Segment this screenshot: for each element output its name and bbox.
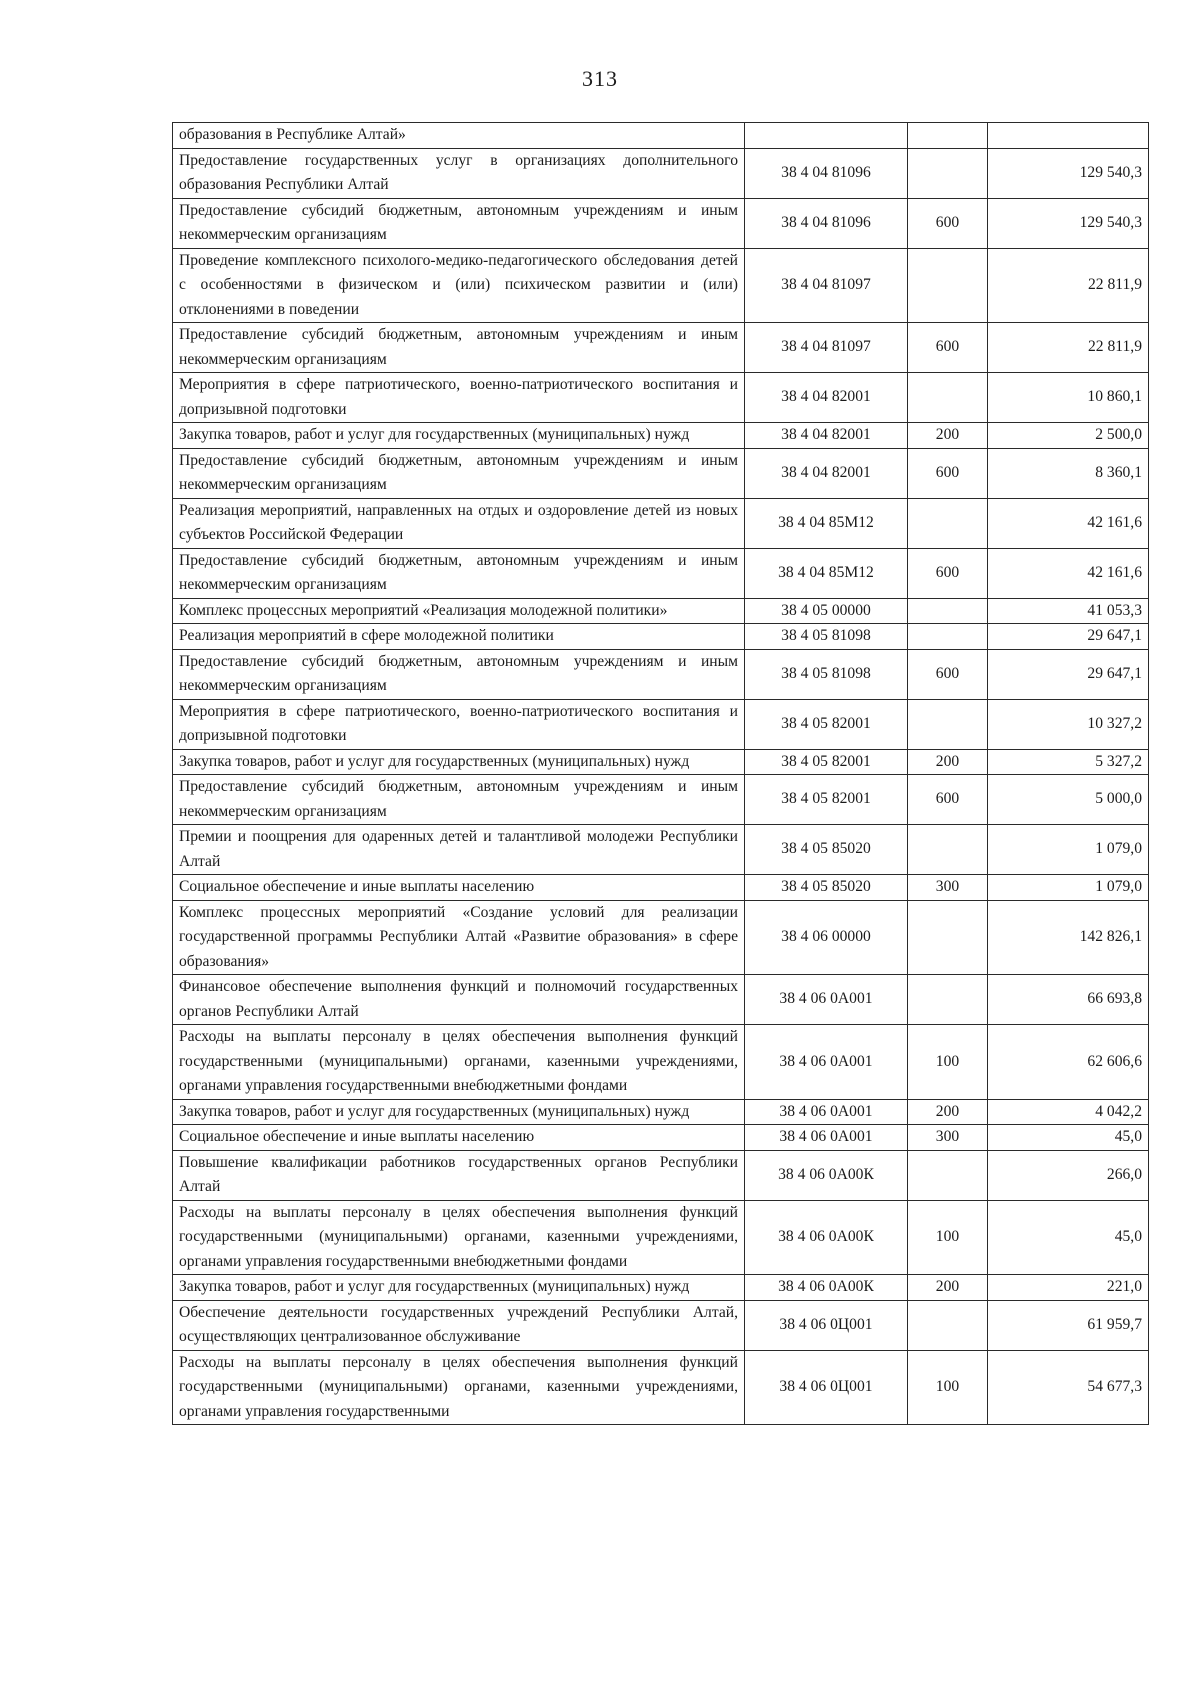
target-code-cell: 38 4 05 00000: [745, 598, 908, 624]
expense-type-cell: [908, 123, 988, 149]
expense-type-cell: 200: [908, 423, 988, 449]
table-row: [173, 875, 1149, 901]
expense-type-cell: 200: [908, 749, 988, 775]
table-row: [173, 775, 1149, 825]
table-row: [173, 1125, 1149, 1151]
amount-cell: [988, 123, 1149, 149]
expense-type-cell: 200: [908, 1099, 988, 1125]
expense-type-cell: [908, 825, 988, 875]
expense-type-cell: 200: [908, 1275, 988, 1301]
expense-name-cell: Закупка товаров, работ и услуг для государственных (муниципальных) нужд: [173, 423, 745, 449]
amount-cell: 266,0: [988, 1150, 1149, 1200]
target-code-cell: 38 4 04 81097: [745, 248, 908, 323]
target-code-cell: 38 4 05 81098: [745, 624, 908, 650]
table-row: [173, 749, 1149, 775]
amount-cell: 41 053,3: [988, 598, 1149, 624]
expense-type-cell: [908, 1150, 988, 1200]
expense-type-cell: [908, 699, 988, 749]
target-code-cell: 38 4 04 81096: [745, 148, 908, 198]
expense-type-cell: 600: [908, 548, 988, 598]
table-row: [173, 148, 1149, 198]
amount-cell: 5 327,2: [988, 749, 1149, 775]
expense-name-cell: Обеспечение деятельности государственных учреждений Республики Алтай, осуществляющих централизованное обслуживание: [173, 1300, 745, 1350]
target-code-cell: 38 4 06 0А00К: [745, 1200, 908, 1275]
target-code-cell: 38 4 06 0Ц001: [745, 1350, 908, 1425]
table-row: [173, 448, 1149, 498]
amount-cell: 8 360,1: [988, 448, 1149, 498]
table-row: [173, 598, 1149, 624]
target-code-cell: 38 4 05 85020: [745, 825, 908, 875]
amount-cell: 54 677,3: [988, 1350, 1149, 1425]
target-code-cell: 38 4 06 0Ц001: [745, 1300, 908, 1350]
table-row: [173, 1025, 1149, 1100]
target-code-cell: 38 4 06 0А00К: [745, 1150, 908, 1200]
target-code-cell: 38 4 06 0А001: [745, 1025, 908, 1100]
amount-cell: 129 540,3: [988, 148, 1149, 198]
target-code-cell: 38 4 05 82001: [745, 699, 908, 749]
table-row: [173, 548, 1149, 598]
amount-cell: 221,0: [988, 1275, 1149, 1301]
expense-name-cell: образования в Республике Алтай»: [173, 123, 745, 149]
expense-name-cell: Реализация мероприятий, направленных на отдых и оздоровление детей из новых субъектов Российской Федерации: [173, 498, 745, 548]
table-row: [173, 699, 1149, 749]
expense-type-cell: 600: [908, 775, 988, 825]
amount-cell: 45,0: [988, 1125, 1149, 1151]
table-row: [173, 1300, 1149, 1350]
expense-type-cell: 100: [908, 1350, 988, 1425]
table-row: [173, 900, 1149, 975]
amount-cell: 42 161,6: [988, 498, 1149, 548]
table-row: [173, 373, 1149, 423]
expense-name-cell: Предоставление субсидий бюджетным, автономным учреждениям и иным некоммерческим организациям: [173, 448, 745, 498]
amount-cell: 1 079,0: [988, 875, 1149, 901]
target-code-cell: 38 4 04 85М12: [745, 498, 908, 548]
expense-name-cell: Реализация мероприятий в сфере молодежной политики: [173, 624, 745, 650]
target-code-cell: 38 4 04 81097: [745, 323, 908, 373]
expense-name-cell: Социальное обеспечение и иные выплаты населению: [173, 875, 745, 901]
amount-cell: 4 042,2: [988, 1099, 1149, 1125]
expense-name-cell: Финансовое обеспечение выполнения функций и полномочий государственных органов Республики Алтай: [173, 975, 745, 1025]
expense-type-cell: 300: [908, 875, 988, 901]
expense-type-cell: 600: [908, 323, 988, 373]
amount-cell: 10 327,2: [988, 699, 1149, 749]
amount-cell: 29 647,1: [988, 624, 1149, 650]
amount-cell: 62 606,6: [988, 1025, 1149, 1100]
amount-cell: 1 079,0: [988, 825, 1149, 875]
target-code-cell: 38 4 04 82001: [745, 423, 908, 449]
target-code-cell: 38 4 06 00000: [745, 900, 908, 975]
expense-name-cell: Предоставление субсидий бюджетным, автономным учреждениям и иным некоммерческим организациям: [173, 323, 745, 373]
page-number: 313: [582, 66, 618, 91]
expense-name-cell: Расходы на выплаты персоналу в целях обеспечения выполнения функций государственными (муниципальными) органами, казенными учреждениями, органами управления государственными внебюджетными фондами: [173, 1200, 745, 1275]
expense-type-cell: 100: [908, 1025, 988, 1100]
expense-type-cell: 300: [908, 1125, 988, 1151]
target-code-cell: 38 4 04 81096: [745, 198, 908, 248]
expense-type-cell: 600: [908, 649, 988, 699]
expense-type-cell: [908, 624, 988, 650]
expense-type-cell: 600: [908, 198, 988, 248]
table-row: [173, 1275, 1149, 1301]
table-row: [173, 1200, 1149, 1275]
table-row: [173, 323, 1149, 373]
expense-name-cell: Закупка товаров, работ и услуг для государственных (муниципальных) нужд: [173, 1275, 745, 1301]
expense-type-cell: [908, 975, 988, 1025]
target-code-cell: 38 4 06 0А00К: [745, 1275, 908, 1301]
expense-name-cell: Расходы на выплаты персоналу в целях обеспечения выполнения функций государственными (муниципальными) органами, казенными учреждениями, органами управления государственными внебюджетными фондами: [173, 1025, 745, 1100]
target-code-cell: [745, 123, 908, 149]
expense-type-cell: [908, 248, 988, 323]
expense-name-cell: Предоставление субсидий бюджетным, автономным учреждениям и иным некоммерческим организациям: [173, 649, 745, 699]
amount-cell: 2 500,0: [988, 423, 1149, 449]
expense-name-cell: Закупка товаров, работ и услуг для государственных (муниципальных) нужд: [173, 749, 745, 775]
table-row: [173, 198, 1149, 248]
expense-name-cell: Расходы на выплаты персоналу в целях обеспечения выполнения функций государственными (муниципальными) органами, казенными учреждениями, органами управления государственными: [173, 1350, 745, 1425]
target-code-cell: 38 4 04 85М12: [745, 548, 908, 598]
table-row: [173, 825, 1149, 875]
table-row: [173, 975, 1149, 1025]
budget-table: [172, 122, 1149, 1425]
target-code-cell: 38 4 05 81098: [745, 649, 908, 699]
expense-name-cell: Комплекс процессных мероприятий «Создание условий для реализации государственной программы Республики Алтай «Развитие образования» в сфере образования»: [173, 900, 745, 975]
amount-cell: 22 811,9: [988, 248, 1149, 323]
amount-cell: 66 693,8: [988, 975, 1149, 1025]
target-code-cell: 38 4 06 0А001: [745, 1125, 908, 1151]
expense-type-cell: 600: [908, 448, 988, 498]
expense-type-cell: [908, 900, 988, 975]
expense-name-cell: Проведение комплексного психолого-медико-педагогического обследования детей с особенностями в физическом и (или) психическом развитии и (или) отклонениями в поведении: [173, 248, 745, 323]
target-code-cell: 38 4 05 85020: [745, 875, 908, 901]
target-code-cell: 38 4 04 82001: [745, 373, 908, 423]
table-row: [173, 248, 1149, 323]
table-row: [173, 1350, 1149, 1425]
table-row: [173, 1150, 1149, 1200]
expense-name-cell: Предоставление субсидий бюджетным, автономным учреждениям и иным некоммерческим организациям: [173, 775, 745, 825]
expense-name-cell: Предоставление субсидий бюджетным, автономным учреждениям и иным некоммерческим организациям: [173, 198, 745, 248]
table-row: [173, 624, 1149, 650]
expense-name-cell: Предоставление субсидий бюджетным, автономным учреждениям и иным некоммерческим организациям: [173, 548, 745, 598]
expense-name-cell: Предоставление государственных услуг в организациях дополнительного образования Республики Алтай: [173, 148, 745, 198]
table-row: [173, 123, 1149, 149]
expense-type-cell: [908, 498, 988, 548]
amount-cell: 142 826,1: [988, 900, 1149, 975]
amount-cell: 10 860,1: [988, 373, 1149, 423]
table-row: [173, 423, 1149, 449]
expense-name-cell: Социальное обеспечение и иные выплаты населению: [173, 1125, 745, 1151]
budget-table-body: [173, 123, 1149, 1425]
expense-type-cell: [908, 373, 988, 423]
target-code-cell: 38 4 04 82001: [745, 448, 908, 498]
table-row: [173, 498, 1149, 548]
expense-name-cell: Мероприятия в сфере патриотического, военно-патриотического воспитания и допризывной подготовки: [173, 699, 745, 749]
amount-cell: 42 161,6: [988, 548, 1149, 598]
expense-type-cell: [908, 598, 988, 624]
target-code-cell: 38 4 06 0А001: [745, 975, 908, 1025]
amount-cell: 61 959,7: [988, 1300, 1149, 1350]
table-row: [173, 1099, 1149, 1125]
expense-type-cell: 100: [908, 1200, 988, 1275]
table-row: [173, 649, 1149, 699]
target-code-cell: 38 4 05 82001: [745, 775, 908, 825]
expense-type-cell: [908, 1300, 988, 1350]
amount-cell: 45,0: [988, 1200, 1149, 1275]
target-code-cell: 38 4 06 0А001: [745, 1099, 908, 1125]
expense-name-cell: Премии и поощрения для одаренных детей и талантливой молодежи Республики Алтай: [173, 825, 745, 875]
target-code-cell: 38 4 05 82001: [745, 749, 908, 775]
amount-cell: 29 647,1: [988, 649, 1149, 699]
expense-name-cell: Комплекс процессных мероприятий «Реализация молодежной политики»: [173, 598, 745, 624]
expense-type-cell: [908, 148, 988, 198]
expense-name-cell: Закупка товаров, работ и услуг для государственных (муниципальных) нужд: [173, 1099, 745, 1125]
amount-cell: 5 000,0: [988, 775, 1149, 825]
amount-cell: 129 540,3: [988, 198, 1149, 248]
expense-name-cell: Повышение квалификации работников государственных органов Республики Алтай: [173, 1150, 745, 1200]
expense-name-cell: Мероприятия в сфере патриотического, военно-патриотического воспитания и допризывной подготовки: [173, 373, 745, 423]
amount-cell: 22 811,9: [988, 323, 1149, 373]
